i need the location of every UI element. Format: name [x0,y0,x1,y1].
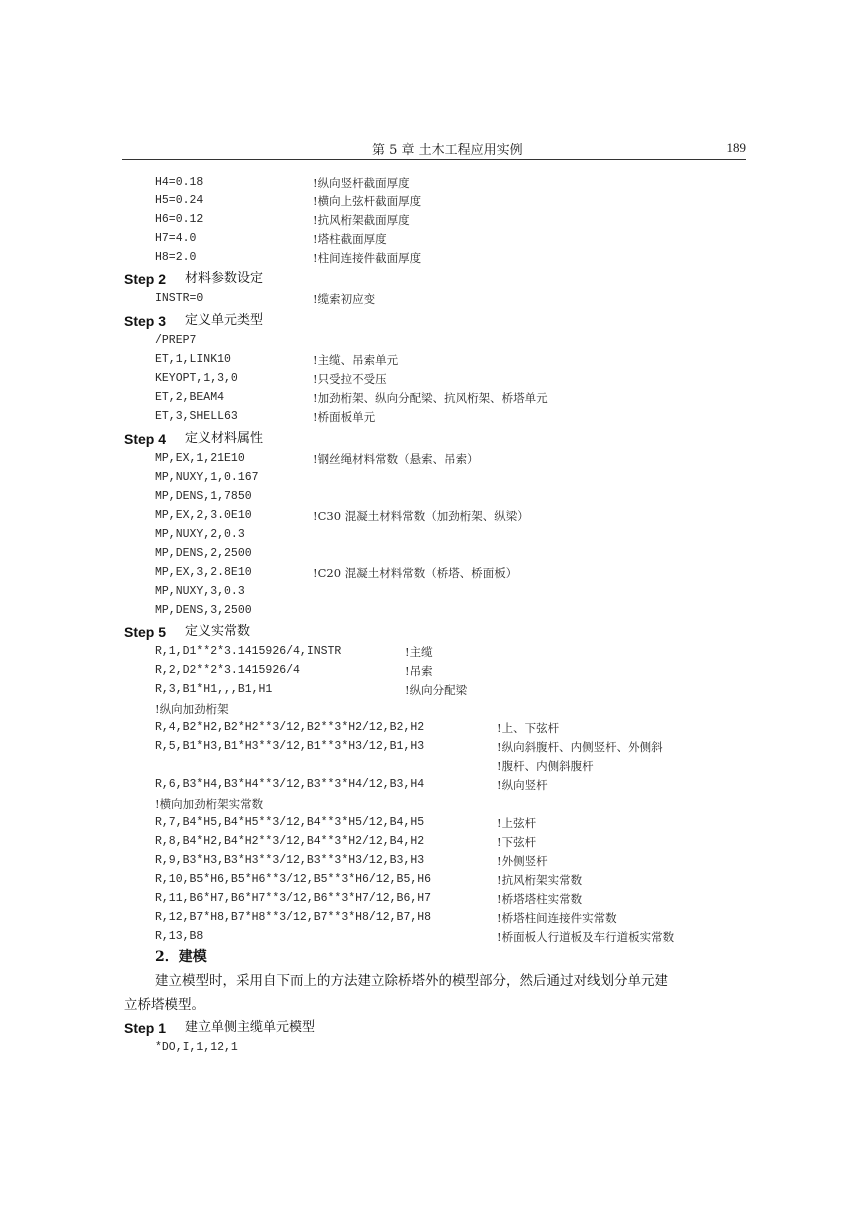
code-comment: !横向上弦杆截面厚度 [313,194,422,208]
code-comment: !纵向竖杆 [497,778,548,792]
code-line: ET,2,BEAM4 [155,391,225,404]
code-comment: !桥面板人行道板及车行道板实常数 [497,930,675,944]
step-title: 建立单侧主缆单元模型 [185,1020,316,1035]
code-line: MP,DENS,2,2500 [155,547,252,560]
code-line: H4=0.18 [155,176,204,189]
code-line: ET,3,SHELL63 [155,410,238,423]
body-paragraph: 立桥塔模型。 [124,997,205,1013]
code-comment: !纵向斜腹杆、内侧竖杆、外侧斜 [497,740,663,754]
step-label: Step 3 [124,313,167,329]
code-comment: !外侧竖杆 [497,854,548,868]
code-line: KEYOPT,1,3,0 [155,372,238,385]
code-comment: !桥面板单元 [313,410,376,424]
code-line: R,1,D1**2*3.1415926/4,INSTR [155,645,342,658]
code-comment: !上、下弦杆 [497,721,560,735]
code-line: R,7,B4*H5,B4*H5**3/12,B4**3*H5/12,B4,H5 [155,816,425,829]
code-comment: !桥塔塔柱实常数 [497,892,583,906]
code-comment: !上弦杆 [497,816,537,830]
code-line: R,12,B7*H8,B7*H8**3/12,B7**3*H8/12,B7,H8 [155,911,432,924]
code-line: R,6,B3*H4,B3*H4**3/12,B3**3*H4/12,B3,H4 [155,778,425,791]
step-label: Step 5 [124,624,167,640]
code-line: H7=4.0 [155,232,197,245]
code-comment: !主缆、吊索单元 [313,353,399,367]
chapter-title: 第 5 章 土木工程应用实例 [372,143,523,158]
code-line: MP,DENS,3,2500 [155,604,252,617]
code-line: MP,EX,3,2.8E10 [155,566,252,579]
code-comment: !C30 混凝土材料常数（加劲桁架、纵梁） [313,509,529,523]
step-title: 材料参数设定 [185,271,264,286]
code-comment: !横向加劲桁架实常数 [155,797,264,811]
code-line: MP,DENS,1,7850 [155,490,252,503]
code-line: MP,EX,1,21E10 [155,452,245,465]
code-line: MP,NUXY,1,0.167 [155,471,259,484]
code-comment: !加劲桁架、纵向分配梁、抗风桁架、桥塔单元 [313,391,548,405]
code-line: R,13,B8 [155,930,204,943]
code-line: R,2,D2**2*3.1415926/4 [155,664,300,677]
page-number: 189 [726,140,746,155]
code-line: /PREP7 [155,334,197,347]
code-line: R,9,B3*H3,B3*H3**3/12,B3**3*H3/12,B3,H3 [155,854,425,867]
code-line: H8=2.0 [155,251,197,264]
code-line: MP,NUXY,2,0.3 [155,528,245,541]
code-line: MP,EX,2,3.0E10 [155,509,252,522]
code-comment: !主缆 [405,645,433,659]
step-label: Step 1 [124,1020,167,1036]
code-line: R,5,B1*H3,B1*H3**3/12,B1**3*H3/12,B1,H3 [155,740,425,753]
code-comment: !塔柱截面厚度 [313,232,387,246]
code-line: R,11,B6*H7,B6*H7**3/12,B6**3*H7/12,B6,H7 [155,892,432,905]
code-comment: !纵向加劲桁架 [155,702,229,716]
code-comment: !吊索 [405,664,433,678]
step-label: Step 2 [124,271,167,287]
code-line: ET,1,LINK10 [155,353,231,366]
step-title: 定义单元类型 [185,313,264,328]
step-label: Step 4 [124,431,167,447]
code-line: R,10,B5*H6,B5*H6**3/12,B5**3*H6/12,B5,H6 [155,873,432,886]
code-comment: !只受拉不受压 [313,372,387,386]
code-comment: !抗风桁架截面厚度 [313,213,410,227]
code-line: H5=0.24 [155,194,204,207]
body-paragraph: 建立模型时，采用自下而上的方法建立除桥塔外的模型部分，然后通过对线划分单元建 [155,973,668,989]
code-comment: !柱间连接件截面厚度 [313,251,422,265]
step-title: 定义材料属性 [185,431,264,446]
code-comment: !抗风桁架实常数 [497,873,583,887]
code-line: R,4,B2*H2,B2*H2**3/12,B2**3*H2/12,B2,H2 [155,721,425,734]
code-comment: !钢丝绳材料常数（悬索、吊索） [313,452,479,466]
code-comment: !C20 混凝土材料常数（桥塔、桥面板） [313,566,518,580]
step-title: 定义实常数 [185,624,251,639]
code-comment: !下弦杆 [497,835,537,849]
code-comment: !腹杆、内侧斜腹杆 [497,759,594,773]
code-line: R,8,B4*H2,B4*H2**3/12,B4**3*H2/12,B4,H2 [155,835,425,848]
code-line: *DO,I,1,12,1 [155,1041,238,1054]
code-comment: !桥塔柱间连接件实常数 [497,911,617,925]
code-line: R,3,B1*H1,,,B1,H1 [155,683,273,696]
code-comment: !纵向竖杆截面厚度 [313,176,410,190]
code-comment: !纵向分配梁 [405,683,468,697]
code-line: INSTR=0 [155,292,204,305]
code-line: H6=0.12 [155,213,204,226]
page-header [122,139,746,160]
section-heading: 2．建模 [155,949,207,965]
code-comment: !缆索初应变 [313,292,376,306]
code-line: MP,NUXY,3,0.3 [155,585,245,598]
